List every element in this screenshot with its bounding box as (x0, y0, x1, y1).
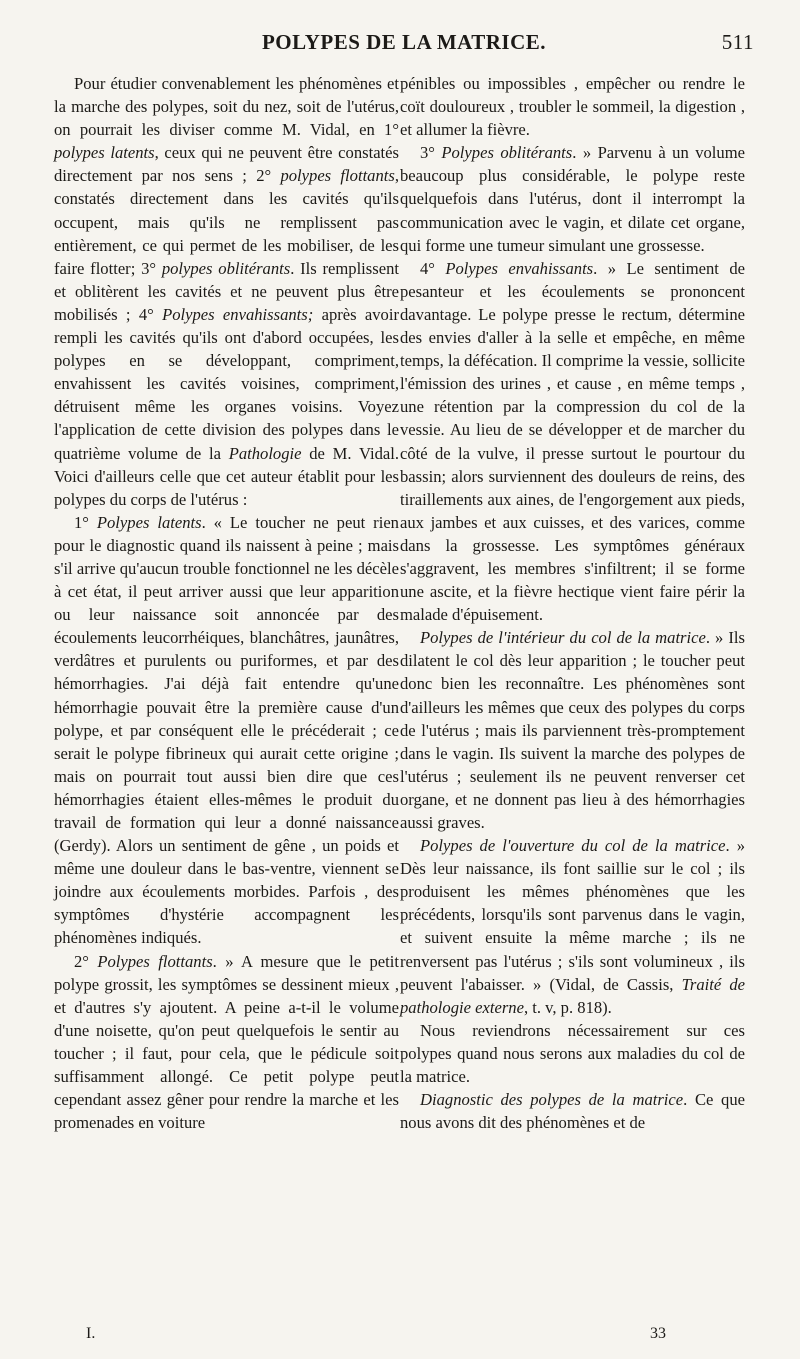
paragraph: 4° Polypes envahissants. » Le sentiment de pesanteur et les écoulements se prononcent davantage. Le polype presse le rectum, détermine des envies d'aller à la selle et empêche, en même temps, la défécation. Il comprime la vessie, sollicite l'émission des urines , et cause , en même temps , une rétention par la compression du col de la vessie. Au lieu de se développer et de marcher du côté de la vulve, il presse surtout le pourtour du bassin; alors surviennent des douleurs de reins, des tiraillements aux aines, de l'engorgement aux pieds, aux jambes et aux cuisses, et des varices, comme dans la grossesse. Les symptômes généraux s'aggravent, les membres s'infiltrent; il se forme une ascite, et la fièvre hectique vient faire périr la malade d'épuisement. (400, 258, 745, 625)
paragraph: Polypes de l'intérieur du col de la matrice. » Ils dilatent le col dès leur apparition ; le toucher peut donc bien les reconnaître. Les phénomènes sont d'ailleurs les mêmes que ceux des polypes du corps de l'utérus ; mais ils parviennent très-promptement dans le vagin. Ils suivent la marche des polypes de l'utérus ; seulement ils ne peuvent renverser cet organe, et ne donnent pas lieu à des hémorrhagies aussi graves. (400, 628, 745, 832)
paragraph-continued: pénibles ou impossibles , empêcher ou rendre le coït douloureux , troubler le sommeil, la digestion , et allumer la fièvre. (400, 74, 745, 140)
running-title: POLYPES DE LA MATRICE. (261, 30, 547, 54)
paragraph: Pour étudier convenablement les phénomènes et la marche des polypes, soit du nez, soit de l'utérus, on pourrait les diviser comme M. Vidal, en 1° polypes latents, ceux qui ne peuvent être constatés directement par nos sens ; 2° polypes flottants, constatés directement dans les cavités qu'ils occupent, mais qu'ils ne remplissent pas entièrement, ce qui permet de les mobiliser, de les faire flotter; 3° polypes oblitérants. Ils remplissent et oblitèrent les cavités et ne peuvent plus être mobilisés ; 4° Polypes envahissants; après avoir rempli les cavités qu'ils ont d'abord occupées, les polypes en se développant, compriment, envahissent les cavités voisines, compriment, détruisent même les organes voisins. Voyez l'application de cette division des polypes dans le quatrième volume de la Pathologie de M. Vidal. Voici d'ailleurs celle que cet auteur établit pour les polypes du corps de l'utérus : (54, 74, 399, 509)
paragraph: 1° Polypes latents. « Le toucher ne peut rien pour le diagnostic quand ils naissent à peine ; mais s'il arrive qu'aucun trouble fonctionnel ne les décèle à cet état, il peut arriver aussi que leur apparition ou leur naissance soit annoncée par des écoulements leucorrhéiques, blanchâtres, jaunâtres, verdâtres et purulents ou puriformes, et par des hémorrhagies. J'ai déjà fait entendre qu'une hémorrhagie pouvait être la première cause d'un polype, et par conséquent elle le précéderait ; ce serait le polype fibrineux qui aurait cette origine ; mais on pourrait tout aussi bien dire que ces hémorrhagies étaient elles-mêmes le produit du travail de formation qui leur a donné naissance (Gerdy). Alors un sentiment de gêne , un poids et même une douleur dans le bas-ventre, viennent se joindre aux écoulements morbides. Parfois , des symptômes d'hystérie accompagnent les phénomènes indiqués. (54, 512, 399, 948)
signature-mark: I. (86, 1325, 96, 1342)
paragraph: Diagnostic des polypes de la matrice. Ce que nous avons dit des phénomènes et de (400, 1090, 745, 1133)
right-column (400, 72, 745, 1134)
paragraph: 2° Polypes flottants. » A mesure que le petit polype grossit, les symptômes se dessinent mieux , et d'autres s'y ajoutent. A peine a-t-il le volume d'une noisette, qu'on peut quelquefois le sentir au toucher ; il faut, pour cela, que le pédicule soit suffisamment allongé. Ce petit polype peut cependant assez gêner pour rendre la marche et les promenades en voiture (54, 951, 399, 1133)
paragraph: 3° Polypes oblitérants. » Parvenu à un volume beaucoup plus considérable, le polype reste quelquefois dans l'utérus, dont il interrompt la communication avec le vagin, et dilate cet organe, qui forme une tumeur simulant une grossesse. (400, 143, 745, 255)
page-number: 511 (721, 30, 754, 54)
left-column (54, 72, 399, 1134)
paragraph: Nous reviendrons nécessairement sur ces polypes quand nous serons aux maladies du col de la matrice. (400, 1020, 745, 1087)
paragraph: Polypes de l'ouverture du col de la matrice. » Dès leur naissance, ils font saillie sur le col ; ils produisent les mêmes phénomènes que les précédents, lorsqu'ils sont parvenus dans le vagin, et suivent ensuite la même marche ; ils ne renversent pas l'utérus ; s'ils sont volumineux , ils peuvent l'abaisser. » (Vidal, de Cassis, Traité de pathologie externe, t. v, p. 818). (400, 836, 745, 1017)
gathering-number: 33 (650, 1325, 666, 1342)
running-head (54, 30, 754, 60)
